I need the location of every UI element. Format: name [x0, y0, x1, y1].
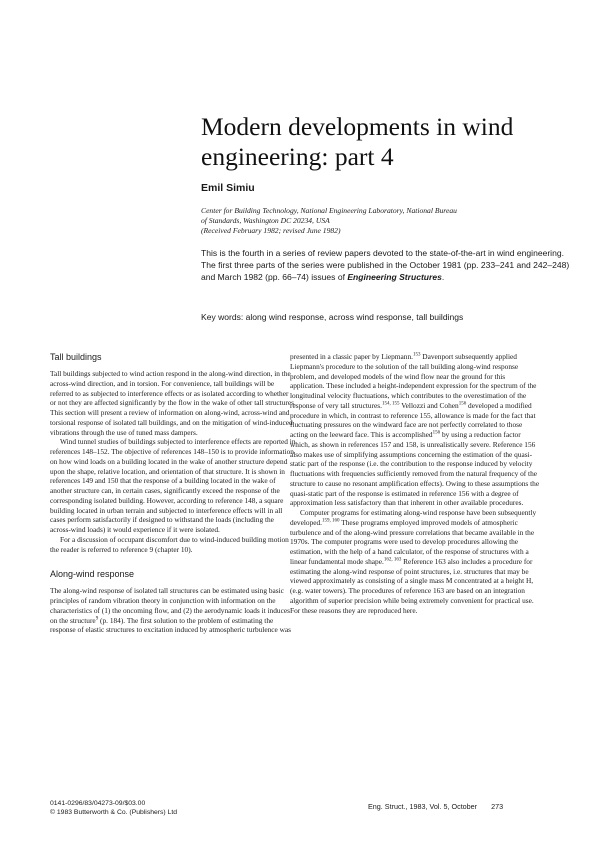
text-run: presented in a classic paper by Liepmann.	[290, 352, 413, 361]
paragraph	[290, 508, 540, 615]
issn-code: 0141-0296/83/04273-09/$03.00	[50, 800, 146, 807]
section-heading-along-wind: Along-wind response	[50, 569, 135, 580]
text-run: (p. 184). The first solution to the problem of estimating the response of elastic structures to excitation induced by atmospheric turbulence was	[50, 615, 292, 635]
text-run: Computer programs for estimating along-wind response have been subsequently developed.	[290, 508, 537, 527]
text-run: Reference 163 also includes a procedure for estimating the along-wind response of point structures, i.e. structures that may be viewed approximately as consisting of a single mass M concentrated at a height H, (e.g. water towers). The procedures of reference 163 are based on an integration algorithm of superior precision while being extremely convenient for practical use. For these reasons they are reproduced here.	[290, 556, 534, 615]
affiliation	[201, 206, 576, 237]
reference-superscript: 9	[95, 616, 99, 622]
section-heading-tall-buildings: Tall buildings	[50, 352, 102, 362]
text-run: The along-wind response of isolated tall structures can be estimated using basic principles of random vibration theory in conjunction with information on the characteristics of (1) the oncoming flow, and (2) the aerodynamic loads it induces on the structure	[50, 586, 290, 625]
article-title: Modern developments in wind engineering: part 4	[201, 112, 514, 171]
footer-right	[368, 802, 503, 811]
text-run: Davenport subsequently applied Liepmann's procedure to the solution of the tall building along-wind response problem, and developed models of the wind flow near the ground for this application. These included a height-independent expression for the spectrum of the longitudinal velocity fluctuations, which contributes to the overestimation of the response of very tall structures.	[290, 352, 537, 410]
copyright: © 1983 Butterworth & Co. (Publishers) Ltd	[50, 809, 178, 816]
paragraph	[50, 586, 296, 635]
abstract-end: .	[441, 272, 445, 283]
reference-superscript: 154, 155	[381, 401, 400, 407]
received-dates: (Received February 1982; revised June 1982)	[201, 226, 341, 236]
abstract	[201, 247, 576, 284]
paragraph: Wind tunnel studies of buildings subjected to interference effects are reported in references 148–152. The objective of references 148–150 is to provide information on how wind loads on a building located in the wake of another structure depend upon the shape, relative location, and orientation of that structure. It is shown in references 149 and 150 that the response of a building located in the wake of another structure can, in certain cases, significantly exceed the response of the corresponding isolated building. However, according to reference 148, a square building located in urban terrain and subjected to interference effects will in all cases perform satisfactorily if designed to withstand the loads (including the across-wind loads) it would experience if it were isolated.	[50, 437, 296, 534]
right-column	[290, 352, 540, 615]
page-number: 273	[491, 802, 504, 811]
reference-superscript: 156	[432, 430, 441, 436]
reference-superscript: 159, 160	[322, 518, 340, 524]
left-column	[50, 352, 296, 635]
abstract-text: This is the fourth in a series of review papers devoted to the state-of-the-art in wind engineering. The first three parts of the series were published in the October 1981 (pp. 233–241 and 242–248) and March 1982 (pp. 66–74) issues of	[201, 248, 570, 283]
reference-superscript: 156	[458, 401, 467, 407]
reference-superscript: 153	[412, 352, 421, 358]
footer-left	[50, 799, 177, 817]
author-name: Emil Simiu	[201, 182, 255, 194]
affiliation-line: Center for Building Technology, National Engineering Laboratory, National Bureau	[201, 206, 457, 215]
text-run: developed a modified procedure in which, in contrast to reference 155, allowance is made for the fact that fluctuating pressures on the windward face are not perfectly correlated to those acting on the leeward face. This is accomplished	[290, 400, 536, 439]
journal-citation: Eng. Struct., 1983, Vol. 5, October	[368, 802, 478, 811]
text-run: by using a reduction factor which, as shown in references 157 and 158, is unrealistically severe. Reference 156 also makes use of simplifying assumptions concerning the estimation of the quasi-static part of the response (i.e. the contribution to the response induced by velocity fluctuations with frequencies sufficiently removed from the natural frequency of the structure to cause no resonant amplification effects). Owing to these assumptions the quasi-static part of the response is estimated in reference 156 with a degree of approximation less satisfactory than that inherent in other available procedures.	[290, 430, 540, 508]
paragraph: Tall buildings subjected to wind action respond in the along-wind direction, in the across-wind direction, and in torsion. For convenience, tall buildings will be referred to as subjected to interference effects or as isolated according to whether or not they are affected significantly by the flow in the wake of other tall structures. This section will present a review of information on along-wind, across-wind and torsional response of isolated tall buildings, and on the mitigation of wind-induced vibrations through the use of tuned mass dampers.	[50, 369, 296, 437]
text-run: These programs employed improved models of atmospheric turbulence and of the along-wind pressure correlations that became available in the 1970s. The computer programs were used to develop procedures allowing the estimation, with the help of a hand calculator, of the response of structures with a linear fundamental mode shape.	[290, 517, 535, 566]
paragraph	[290, 352, 540, 508]
affiliation-line: of Standards, Washington DC 20234, USA	[201, 216, 330, 226]
reference-superscript: 162, 163	[383, 557, 402, 563]
text-run: Vellozzi and Cohen	[399, 400, 459, 410]
journal-name: Engineering Structures	[347, 272, 442, 283]
paragraph: For a discussion of occupant discomfort due to wind-induced building motion the reader is referred to reference 9 (chapter 10).	[50, 534, 289, 554]
keywords: Key words: along wind response, across wind response, tall buildings	[201, 312, 464, 322]
